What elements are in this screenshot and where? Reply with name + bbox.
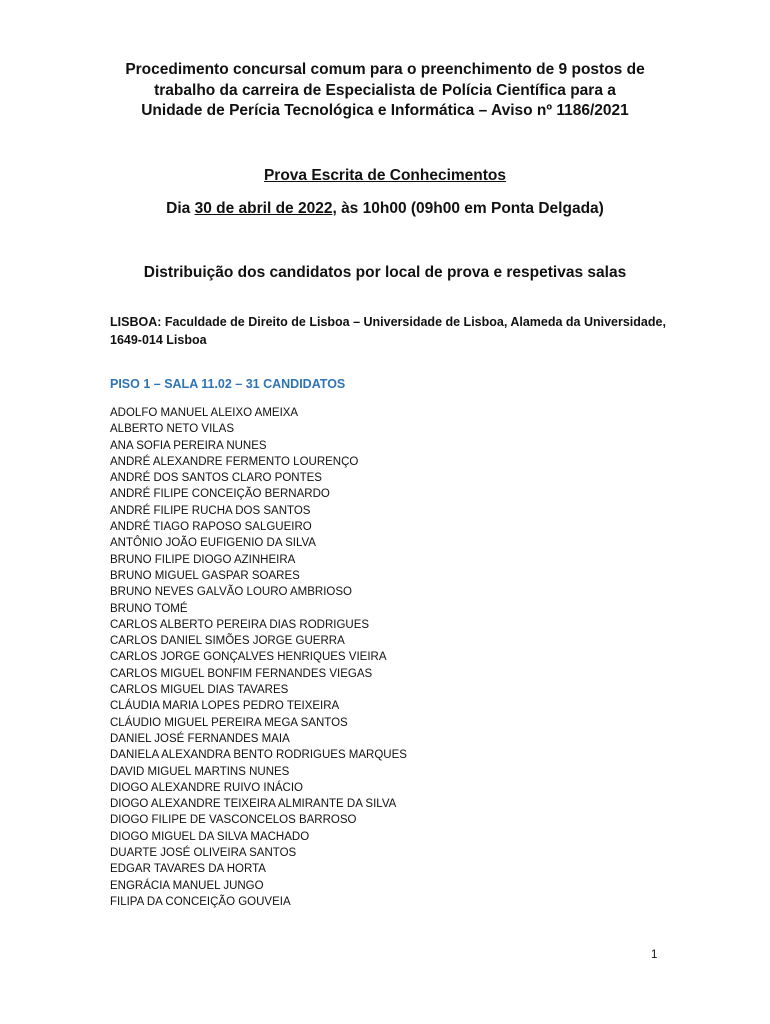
exam-location: LISBOA: Faculdade de Direito de Lisboa – Universidade de Lisboa, Alameda da Universidade, 1649-014 Lisboa (110, 315, 666, 347)
candidate-list (110, 405, 407, 910)
exam-date (60, 200, 710, 218)
candidate-name: DANIELA ALEXANDRA BENTO RODRIGUES MARQUES (110, 749, 407, 762)
candidate-name: ANDRÉ FILIPE CONCEIÇÃO BERNARDO (110, 488, 330, 501)
candidate-name: CLÁUDIO MIGUEL PEREIRA MEGA SANTOS (110, 716, 348, 729)
exam-date-value: 30 de abril de 2022 (194, 200, 333, 217)
exam-date-suffix: , às 10h00 (09h00 em Ponta Delgada) (332, 200, 604, 217)
candidate-name: DIOGO ALEXANDRE RUIVO INÁCIO (110, 781, 303, 794)
candidate-name: DIOGO MIGUEL DA SILVA MACHADO (110, 830, 310, 843)
candidate-name: DIOGO ALEXANDRE TEIXEIRA ALMIRANTE DA SILVA (110, 798, 397, 811)
title-line: Unidade de Perícia Tecnológica e Informática – Aviso nº 1186/2021 (141, 102, 629, 119)
candidate-name: ALBERTO NETO VILAS (110, 423, 234, 436)
candidate-name: BRUNO MIGUEL GASPAR SOARES (110, 569, 300, 582)
room-heading: PISO 1 – SALA 11.02 – 31 CANDIDATOS (110, 377, 346, 391)
candidate-name: DANIEL JOSÉ FERNANDES MAIA (110, 732, 290, 745)
candidate-name: ANDRÉ ALEXANDRE FERMENTO LOURENÇO (110, 455, 359, 468)
candidate-name: ANDRÉ DOS SANTOS CLARO PONTES (110, 472, 322, 485)
document-title (60, 60, 710, 122)
candidate-name: CARLOS JORGE GONÇALVES HENRIQUES VIEIRA (110, 651, 387, 664)
title-line: trabalho da carreira de Especialista de Polícia Científica para a (154, 81, 616, 99)
distribution-heading: Distribuição dos candidatos por local de prova e respetivas salas (143, 264, 627, 281)
candidate-name: BRUNO TOMÉ (110, 602, 188, 615)
exam-date-prefix: Dia (166, 200, 195, 217)
candidate-name: ANDRÉ TIAGO RAPOSO SALGUEIRO (110, 521, 312, 534)
page-number: 1 (651, 949, 658, 961)
candidate-name: BRUNO FILIPE DIOGO AZINHEIRA (110, 553, 296, 566)
candidate-name: EDGAR TAVARES DA HORTA (110, 863, 266, 876)
candidate-name: CARLOS ALBERTO PEREIRA DIAS RODRIGUES (110, 618, 370, 631)
candidate-name: ANDRÉ FILIPE RUCHA DOS SANTOS (110, 504, 311, 517)
exam-title: Prova Escrita de Conhecimentos (263, 167, 507, 184)
candidate-name: ADOLFO MANUEL ALEIXO AMEIXA (110, 407, 299, 419)
candidate-name: ENGRÁCIA MANUEL JUNGO (110, 879, 264, 892)
candidate-name: CARLOS MIGUEL DIAS TAVARES (110, 684, 289, 697)
candidate-name: ANA SOFIA PEREIRA NUNES (110, 439, 267, 452)
candidate-name: CARLOS DANIEL SIMÕES JORGE GUERRA (110, 635, 345, 648)
candidate-name: BRUNO NEVES GALVÃO LOURO AMBRIOSO (110, 586, 352, 599)
candidate-name: DUARTE JOSÉ OLIVEIRA SANTOS (110, 847, 297, 860)
candidate-name: DIOGO FILIPE DE VASCONCELOS BARROSO (110, 814, 357, 827)
title-line: Procedimento concursal comum para o preenchimento de 9 postos de (125, 61, 645, 78)
candidate-name: CLÁUDIA MARIA LOPES PEDRO TEIXEIRA (110, 700, 340, 713)
candidate-name: CARLOS MIGUEL BONFIM FERNANDES VIEGAS (110, 667, 373, 680)
candidate-name: DAVID MIGUEL MARTINS NUNES (110, 765, 290, 778)
candidate-name: FILIPA DA CONCEIÇÃO GOUVEIA (110, 895, 291, 908)
candidate-name: ANTÔNIO JOÃO EUFIGENIO DA SILVA (110, 537, 316, 550)
